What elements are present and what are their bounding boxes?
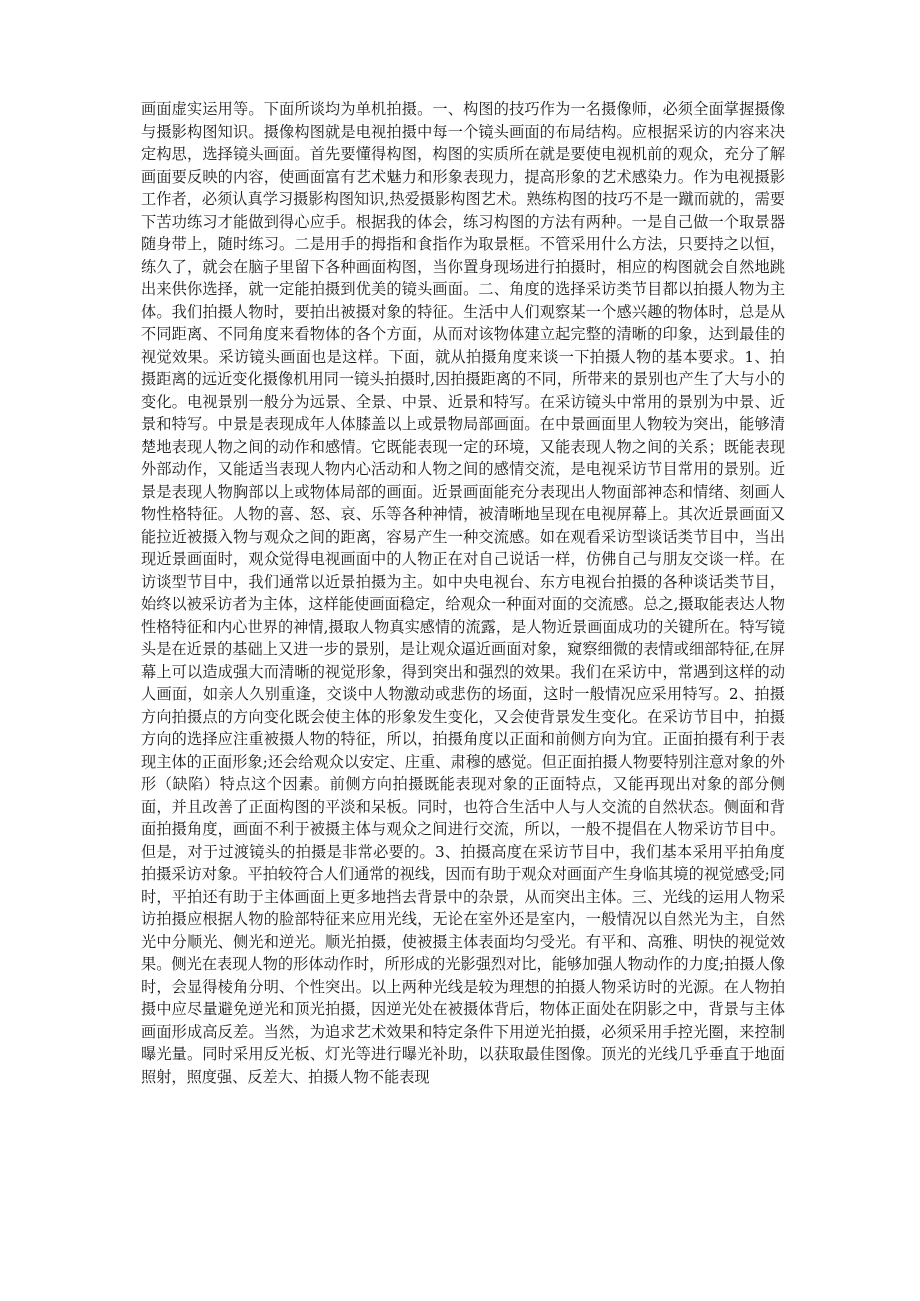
- document-page: [141, 98, 785, 1088]
- body-paragraph: 画面虚实运用等。下面所谈均为单机拍摄。一、构图的技巧作为一名摄像师，必须全面掌握摄像与摄影构图知识。摄像构图就是电视拍摄中每一个镜头画面的布局结构。应根据采访的内容来决定构思，选择镜头画面。首先要懂得构图，构图的实质所在就是要使电视机前的观众，充分了解画面要反映的内容，使画面富有艺术魅力和形象表现力，提高形象的艺术感染力。作为电视摄影工作者，必须认真学习摄影构图知识,热爱摄影构图艺术。熟练构图的技巧不是一蹴而就的，需要下苦功练习才能做到得心应手。根据我的体会，练习构图的方法有两种。一是自己做一个取景器随身带上，随时练习。二是用手的拇指和食指作为取景框。不管采用什么方法，只要持之以恒，练久了，就会在脑子里留下各种画面构图，当你置身现场进行拍摄时，相应的构图就会自然地跳出来供你选择，就一定能拍摄到优美的镜头画面。二、角度的选择采访类节目都以拍摄人物为主体。我们拍摄人物时，要拍出被摄对象的特征。生活中人们观察某一个感兴趣的物体时，总是从不同距离、不同角度来看物体的各个方面，从而对该物体建立起完整的清晰的印象，达到最佳的视觉效果。采访镜头画面也是这样。下面，就从拍摄角度来谈一下拍摄人物的基本要求。1、拍摄距离的远近变化摄像机用同一镜头拍摄时,因拍摄距离的不同，所带来的景别也产生了大与小的变化。电视景别一般分为远景、全景、中景、近景和特写。在采访镜头中常用的景别为中景、近景和特写。中景是表现成年人体膝盖以上或景物局部画面。在中景画面里人物较为突出，能够清楚地表现人物之间的动作和感情。它既能表现一定的环境，又能表现人物之间的关系；既能表现外部动作，又能适当表现人物内心活动和人物之间的感情交流，是电视采访节目常用的景别。近景是表现人物胸部以上或物体局部的画面。近景画面能充分表现出人物面部神态和情绪、刻画人物性格特征。人物的喜、怒、哀、乐等各种神情，被清晰地呈现在电视屏幕上。其次近景画面又能拉近被摄入物与观众之间的距离，容易产生一种交流感。如在观看采访型谈话类节目中，当出现近景画面时，观众觉得电视画面中的人物正在对自己说话一样，仿佛自己与朋友交谈一样。在访谈型节目中，我们通常以近景拍摄为主。如中央电视台、东方电视台拍摄的各种谈话类节目，始终以被采访者为主体，这样能使画面稳定，给观众一种面对面的交流感。总之,摄取能表达人物性格特征和内心世界的神情,摄取人物真实感情的流露，是人物近景画面成功的关键所在。特写镜头是在近景的基础上又进一步的景别，是让观众逼近画面对象，窥察细微的表情或细部特征,在屏幕上可以造成强大而清晰的视觉形象，得到突出和强烈的效果。我们在采访中，常遇到这样的动人画面，如亲人久别重逢，交谈中人物激动或悲伤的场面，这时一般情况应采用特写。2、拍摄方向拍摄点的方向变化既会使主体的形象发生变化，又会使背景发生变化。在采访节目中，拍摄方向的选择应注重被摄人物的特征，所以，拍摄角度以正面和前侧方向为宜。正面拍摄有利于表现主体的正面形象;还会给观众以安定、庄重、肃穆的感觉。但正面拍摄人物要特别注意对象的外形（缺陷）特点这个因素。前侧方向拍摄既能表现对象的正面特点，又能再现出对象的部分侧面，并且改善了正面构图的平淡和呆板。同时，也符合生活中人与人交流的自然状态。侧面和背面拍摄角度，画面不利于被摄主体与观众之间进行交流，所以，一般不提倡在人物采访节目中。但是，对于过渡镜头的拍摄是非常必要的。3、拍摄高度在采访节目中，我们基本采用平拍角度拍摄采访对象。平拍较符合人们通常的视线，因而有助于观众对画面产生身临其境的视觉感受;同时，平拍还有助于主体画面上更多地挡去背景中的杂景，从而突出主体。三、光线的运用人物采访拍摄应根据人物的脸部特征来应用光线，无论在室外还是室内，一般情况以自然光为主，自然光中分顺光、侧光和逆光。顺光拍摄，使被摄主体表面均匀受光。有平和、高雅、明快的视觉效果。侧光在表现人物的形体动作时，所形成的光影强烈对比，能够加强人物动作的力度;拍摄人像时，会显得棱角分明、个性突出。以上两种光线是较为理想的拍摄人物采访时的光源。在人物拍摄中应尽量避免逆光和顶光拍摄，因逆光处在被摄体背后，物体正面处在阴影之中，背景与主体画面形成高反差。当然，为追求艺术效果和特定条件下用逆光拍摄，必须采用手控光圈，来控制曝光量。同时采用反光板、灯光等进行曝光补助，以获取最佳图像。顶光的光线几乎垂直于地面照射，照度强、反差大、拍摄人物不能表现: [141, 100, 785, 1086]
